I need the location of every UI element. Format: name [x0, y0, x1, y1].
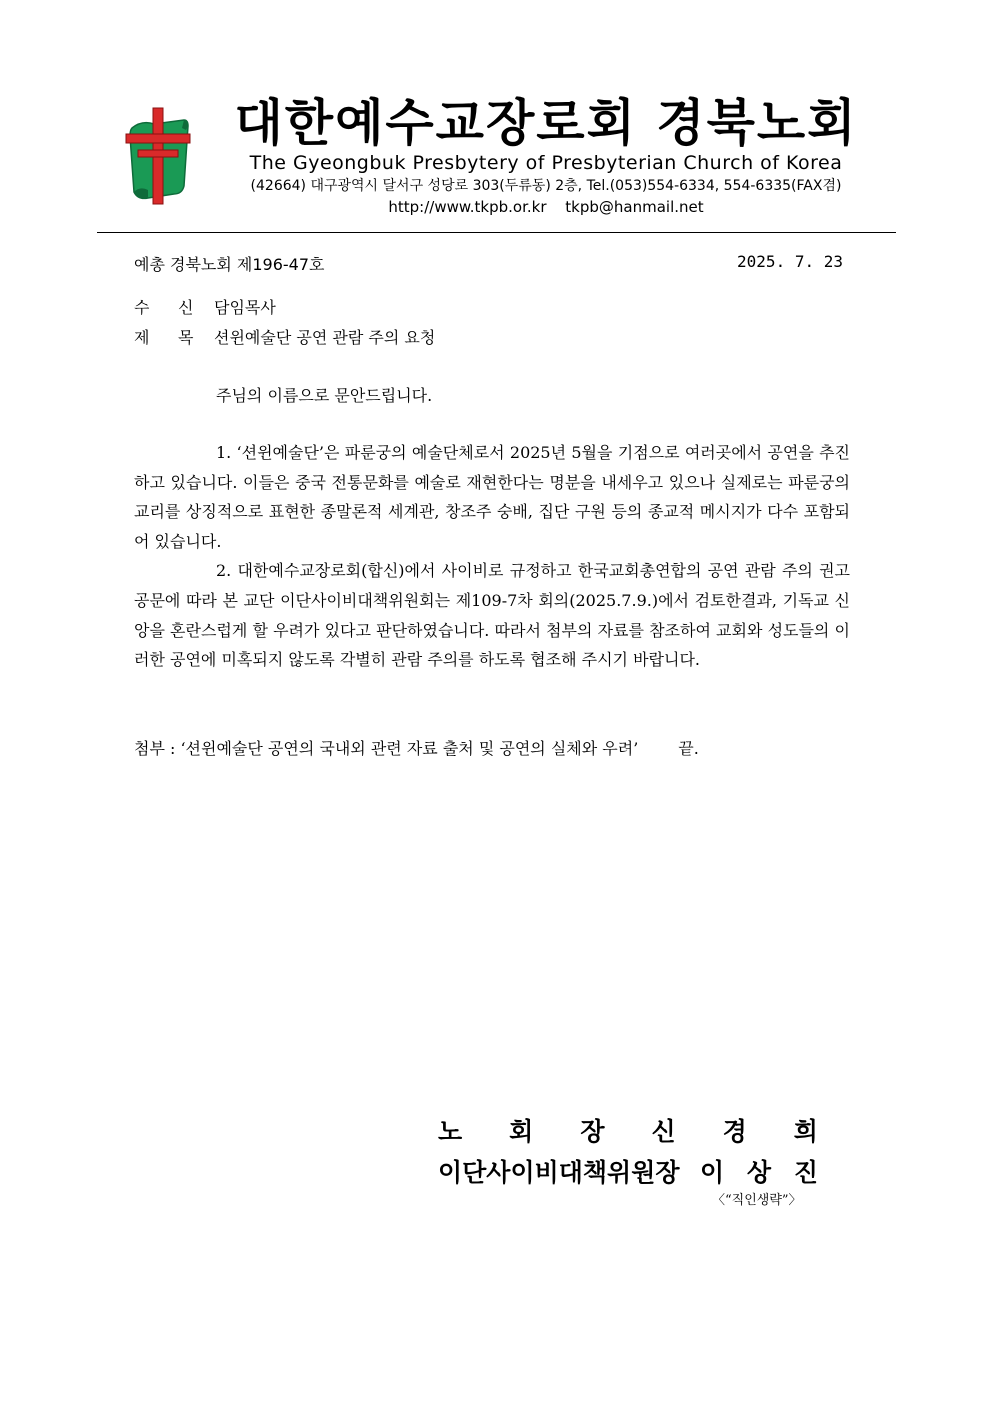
- recipient-row: [134, 295, 276, 318]
- end-mark: 끝.: [678, 739, 699, 758]
- signature-name: [700, 1153, 818, 1189]
- sig-char: 상: [746, 1158, 772, 1187]
- attachment-text: 첨부 : ‘션윈예술단 공연의 국내외 관련 자료 출처 및 공연의 실체와 우려’: [134, 739, 639, 758]
- seal-omitted-note: 〈“직인생략”〉: [712, 1193, 802, 1208]
- document-number: 예총 경북노회 제196-47호: [134, 255, 325, 274]
- sig-char: 진: [793, 1158, 818, 1187]
- greeting: 주님의 이름으로 문안드립니다.: [216, 386, 433, 405]
- cross-scroll-logo-icon: [124, 106, 192, 206]
- body-text: [134, 438, 850, 675]
- paragraph-1: 1. ‘션윈예술단’은 파룬궁의 예술단체로서 2025년 5월을 기점으로 여러곳에서 공연을 추진하고 있습니다. 이들은 중국 전통문화를 예술로 재현한다는 명분을 내세우고 있으나 실제로는 파룬궁의 교리를 상징적으로 표현한 종말론적 세계관, 창조주 숭배, 집단 구원 등의 종교적 메시지가 다수 포함되어 있습니다.: [134, 443, 850, 551]
- recipient-label: 수 신: [134, 298, 194, 317]
- signature-title: 이단사이비대책위원장: [438, 1158, 680, 1187]
- recipient-value: 담임목사: [214, 298, 276, 317]
- org-name-en: The Gyeongbuk Presbytery of Presbyterian Church of Korea: [249, 152, 843, 174]
- website-link[interactable]: http://www.tkpb.or.kr: [388, 198, 547, 216]
- sig-char: 경: [722, 1117, 747, 1146]
- subject-value: 션윈예술단 공연 관람 주의 요청: [214, 328, 436, 347]
- sig-char: 신: [651, 1117, 676, 1146]
- sig-char: 희: [793, 1117, 818, 1146]
- email-link[interactable]: tkpb@hanmail.net: [565, 198, 704, 216]
- document-date: 2025. 7. 23: [737, 252, 843, 271]
- sig-char: 회: [509, 1117, 534, 1146]
- sig-char: 노: [438, 1117, 463, 1146]
- header-divider: [97, 232, 896, 233]
- sig-char: 장: [580, 1117, 605, 1146]
- subject-row: [134, 325, 435, 348]
- signature-line-2: [438, 1153, 818, 1189]
- org-contact: [196, 197, 896, 217]
- paragraph-2: 2. 대한예수교장로회(합신)에서 사이비로 규정하고 한국교회총연합의 공연 관람 주의 권고 공문에 따라 본 교단 이단사이비대책위원회는 제109-7차 회의(2025.7.9.)에서 검토한결과, 기독교 신앙을 혼란스럽게 할 우려가 있다고 판단하였습니다. 따라서 첨부의 자료를 참조하여 교회와 성도들의 이러한 공연에 미혹되지 않도록 각별히 관람 주의를 하도록 협조해 주시기 바랍니다.: [134, 561, 850, 670]
- signature-line-1: [438, 1112, 818, 1148]
- subject-label: 제 목: [134, 328, 194, 347]
- sig-char: 이: [700, 1158, 725, 1187]
- org-name-ko: 대한예수교장로회 경북노회: [234, 94, 858, 152]
- attachment-line: [134, 736, 699, 759]
- org-address: (42664) 대구광역시 달서구 성당로 303(두류동) 2층, Tel.(053)554-6334, 554-6335(FAX겸): [250, 178, 842, 194]
